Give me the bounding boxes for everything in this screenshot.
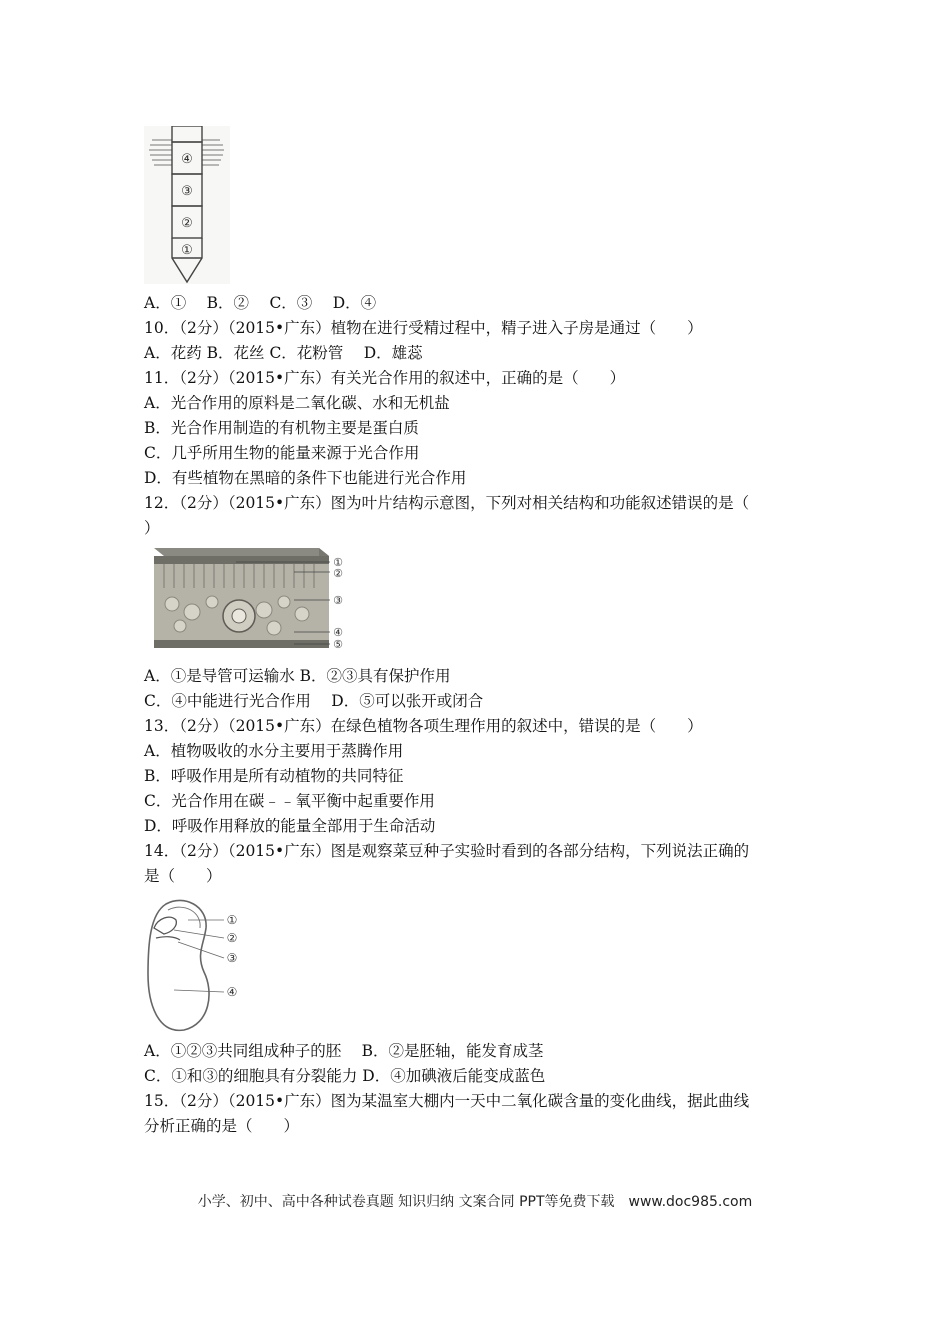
q14-stem-line1: 14．（2分）（2015•广东）图是观察菜豆种子实验时看到的各部分结构，下列说法正确的: [144, 842, 750, 860]
q15-stem-line2: 分析正确的是（ ）: [144, 1117, 300, 1135]
q13-option-c: C．光合作用在碳﹣﹣氧平衡中起重要作用: [144, 792, 435, 810]
page-footer: 小学、初中、高中各种试卷真题 知识归纳 文案合同 PPT等免费下载 www.doc985.com: [197, 1194, 753, 1210]
root-label-4: ④: [181, 152, 193, 167]
seed-label-1: ①: [226, 913, 238, 927]
q12-stem-line2: ）: [144, 519, 160, 537]
q11-stem: 11．（2分）（2015•广东）有关光合作用的叙述中，正确的是（ ）: [144, 369, 626, 387]
q14-options-ab: A．①②③共同组成种子的胚 B．②是胚轴，能发育成茎: [144, 1042, 544, 1060]
q10-options: A．花药 B．花丝 C．花粉管 D．雄蕊: [144, 344, 423, 362]
root-label-1: ①: [181, 243, 193, 258]
root-label-2: ②: [181, 216, 193, 231]
q11-option-a: A．光合作用的原料是二氧化碳、水和无机盐: [144, 394, 450, 412]
q14-stem-line2: 是（ ）: [144, 867, 222, 885]
q11-option-d: D．有些植物在黑暗的条件下也能进行光合作用: [144, 469, 467, 487]
leaf-label-3: ③: [333, 594, 343, 607]
q12-stem-line1: 12．（2分）（2015•广东）图为叶片结构示意图，下列对相关结构和功能叙述错误的是（: [144, 494, 750, 512]
q10-stem: 10．（2分）（2015•广东）植物在进行受精过程中，精子进入子房是通过（ ）: [144, 319, 703, 337]
q14-options-cd: C．①和③的细胞具有分裂能力 D．④加碘液后能变成蓝色: [144, 1067, 546, 1085]
root-label-3: ③: [181, 184, 193, 199]
seed-label-2: ②: [226, 931, 238, 945]
root-tip-figure: [144, 126, 230, 284]
q13-option-b: B．呼吸作用是所有动植物的共同特征: [144, 767, 404, 785]
q12-options-cd: C．④中能进行光合作用 D．⑤可以张开或闭合: [144, 692, 484, 710]
q11-option-b: B．光合作用制造的有机物主要是蛋白质: [144, 419, 419, 437]
q12-options-ab: A．①是导管可运输水 B．②③具有保护作用: [144, 667, 451, 685]
leaf-label-1: ①: [333, 556, 343, 569]
q11-option-c: C．几乎所用生物的能量来源于光合作用: [144, 444, 420, 462]
q9-options: A．① B．② C．③ D．④: [144, 294, 377, 312]
seed-label-4: ④: [226, 985, 238, 999]
leaf-label-5: ⑤: [333, 638, 343, 651]
bean-seed-figure: [144, 894, 248, 1034]
q13-option-d: D．呼吸作用释放的能量全部用于生命活动: [144, 817, 436, 835]
leaf-section-figure: [144, 540, 349, 658]
q13-option-a: A．植物吸收的水分主要用于蒸腾作用: [144, 742, 404, 760]
leaf-label-4: ④: [333, 626, 343, 639]
q13-stem: 13．（2分）（2015•广东）在绿色植物各项生理作用的叙述中，错误的是（ ）: [144, 717, 703, 735]
seed-label-3: ③: [226, 951, 238, 965]
q15-stem-line1: 15．（2分）（2015•广东）图为某温室大棚内一天中二氧化碳含量的变化曲线，据此曲线: [144, 1092, 750, 1110]
leaf-label-2: ②: [333, 567, 343, 580]
